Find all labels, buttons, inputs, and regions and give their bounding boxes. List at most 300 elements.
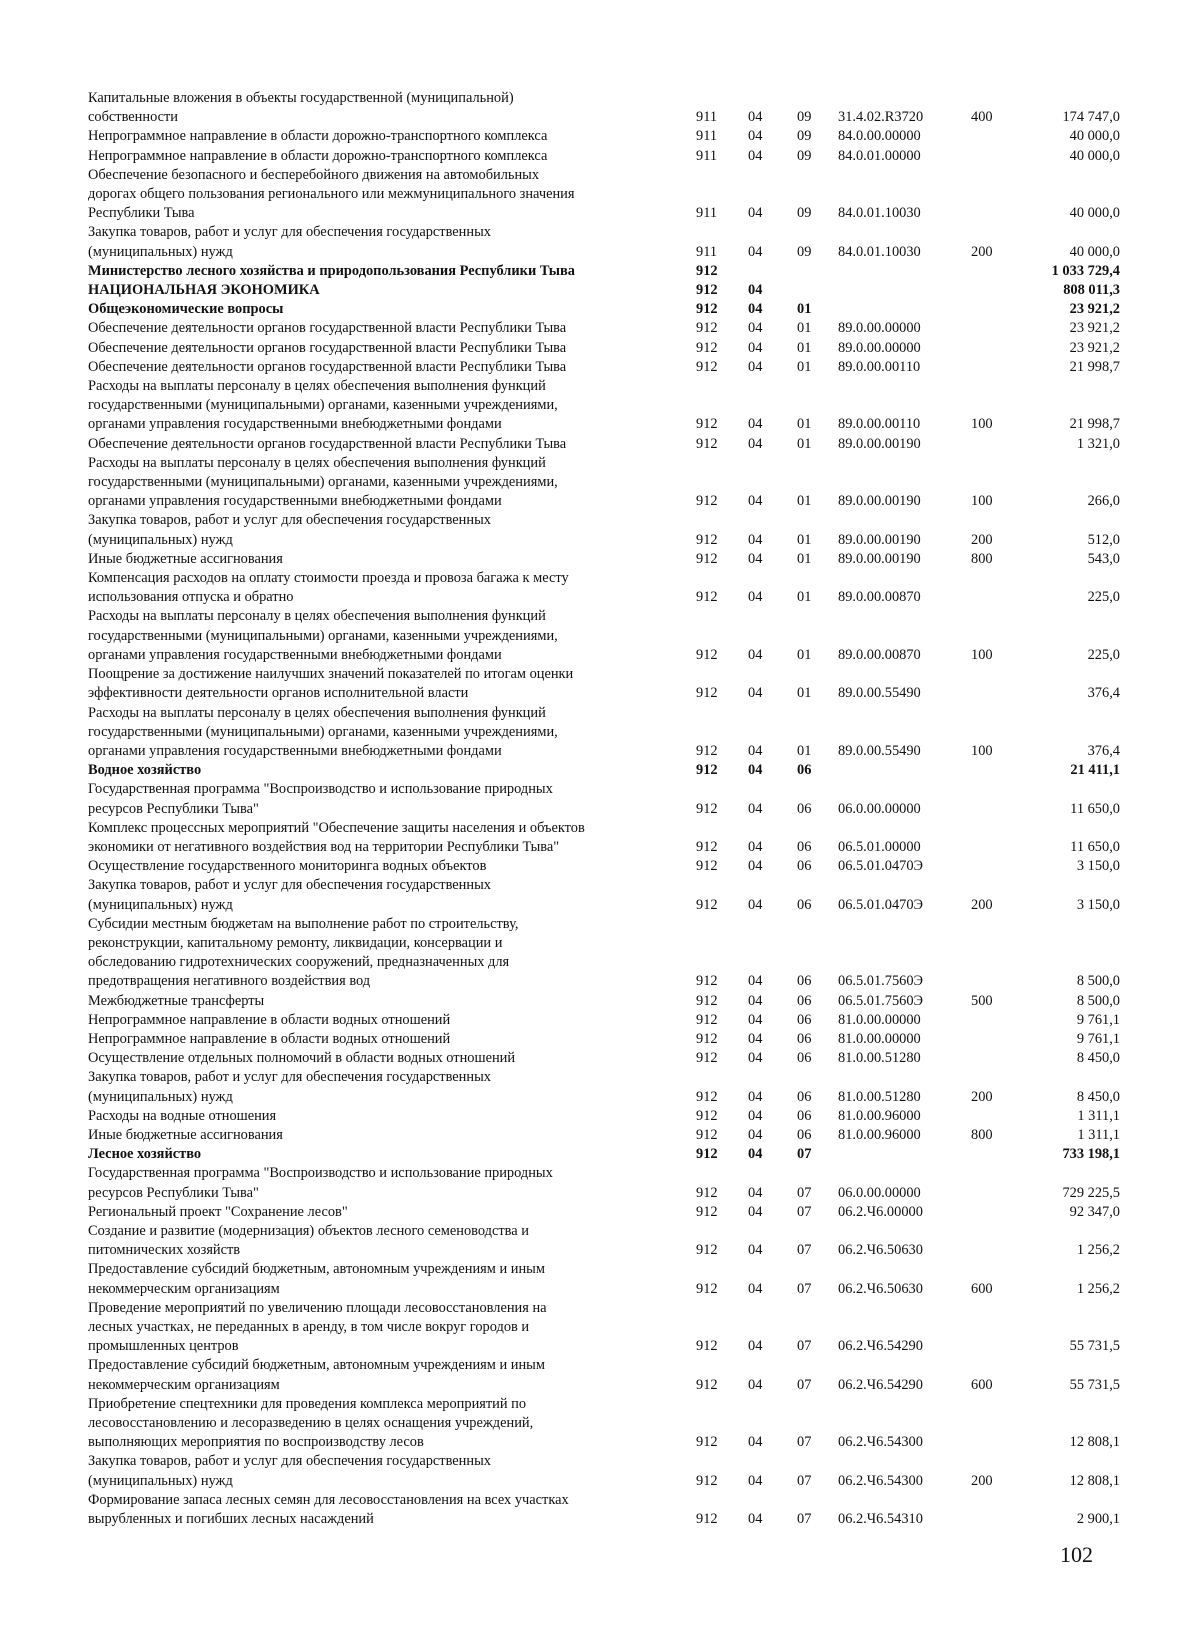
table-row (88, 1107, 1128, 1126)
ministry-code: 912 (696, 339, 718, 356)
amount: 55 731,5 (1069, 1338, 1120, 1355)
subsection-code: 01 (797, 742, 812, 759)
table-row (88, 876, 1128, 914)
section-code: 04 (748, 416, 763, 433)
section-code: 04 (748, 1146, 763, 1163)
amount: 2 900,1 (1076, 1511, 1120, 1528)
table-row (88, 1260, 1128, 1298)
ministry-code: 912 (696, 1338, 718, 1355)
expense-type-code (959, 166, 1014, 224)
section-code: 04 (748, 685, 763, 702)
row-name: Закупка товаров, работ и услуг для обеспечения государственных (муниципальных) нужд (88, 224, 491, 260)
subsection-code: 07 (797, 1434, 812, 1451)
expense-type-code (959, 281, 1014, 300)
expense-type-code (959, 300, 1014, 319)
subsection-code: 01 (797, 358, 812, 375)
row-name: Обеспечение деятельности органов государственной власти Республики Тыва (88, 435, 567, 452)
expense-type-code (959, 1011, 1014, 1030)
ministry-code: 912 (696, 1030, 718, 1047)
table-row (88, 1126, 1128, 1145)
ministry-code: 912 (696, 262, 718, 279)
row-name: Министерство лесного хозяйства и природопользования Республики Тыва (88, 262, 575, 279)
expense-type-code (959, 1203, 1014, 1222)
amount: 808 011,3 (1063, 282, 1120, 299)
subsection-code: 07 (797, 1242, 812, 1259)
table-row (88, 435, 1128, 454)
row-name: Региональный проект "Сохранение лесов" (88, 1203, 348, 1220)
subsection-code: 01 (797, 339, 812, 356)
subsection-code: 06 (797, 838, 812, 855)
row-name: Иные бюджетные ассигнования (88, 1126, 283, 1143)
amount: 8 450,0 (1076, 1050, 1120, 1067)
target-article-code: 89.0.00.00110 (838, 358, 921, 375)
target-article-code (834, 761, 959, 780)
table-row (88, 454, 1128, 512)
target-article-code: 89.0.00.00190 (838, 531, 921, 548)
subsection-code: 01 (797, 493, 812, 510)
subsection-code (789, 281, 834, 300)
amount: 23 921,2 (1069, 320, 1120, 337)
row-name: Государственная программа "Воспроизводство и использование природных ресурсов Республики Тыва" (88, 1165, 553, 1201)
target-article-code (834, 300, 959, 319)
row-name: Расходы на водные отношения (88, 1107, 277, 1124)
ministry-code: 912 (696, 1280, 718, 1297)
amount: 543,0 (1087, 550, 1120, 567)
expense-type-code (959, 780, 1014, 818)
amount: 376,4 (1087, 742, 1120, 759)
table-row (88, 1068, 1128, 1106)
row-name: Проведение мероприятий по увеличению площади лесовосстановления на лесных участках, не переданных в аренду, в том числе вокруг городов и промышленных центров (88, 1299, 547, 1355)
expense-type-code (959, 127, 1014, 146)
section-code: 04 (748, 205, 763, 222)
table-row (88, 819, 1128, 857)
amount: 733 198,1 (1062, 1146, 1120, 1163)
target-article-code: 89.0.00.00190 (838, 435, 921, 452)
expense-type-code: 400 (971, 109, 993, 126)
row-name: Приобретение спецтехники для проведения комплекса мероприятий по лесовосстановлению и лесоразведению в целях оснащения учреждений, выполняющих мероприятия по воспроизводству лесов (88, 1395, 534, 1451)
subsection-code: 07 (797, 1511, 812, 1528)
table-row (88, 992, 1128, 1011)
table-row (88, 1222, 1128, 1260)
amount: 40 000,0 (1069, 147, 1120, 164)
expense-type-code (959, 262, 1014, 281)
target-article-code: 84.0.01.10030 (838, 205, 921, 222)
row-name: Поощрение за достижение наилучших значений показателей по итогам оценки эффективности деятельности органов исполнительной власти (88, 666, 574, 702)
amount: 11 650,0 (1070, 838, 1120, 855)
ministry-code: 912 (696, 282, 718, 299)
expense-type-code (959, 1222, 1014, 1260)
section-code: 04 (748, 762, 763, 779)
subsection-code: 06 (797, 973, 812, 990)
section-code: 04 (748, 1472, 763, 1489)
section-code: 04 (748, 1242, 763, 1259)
subsection-code: 09 (797, 243, 812, 260)
subsection-code: 06 (797, 800, 812, 817)
row-name: Осуществление государственного мониторинга водных объектов (88, 858, 487, 875)
section-code: 04 (748, 1030, 763, 1047)
table-row (88, 761, 1128, 780)
row-name: Закупка товаров, работ и услуг для обеспечения государственных (муниципальных) нужд (88, 1069, 491, 1105)
ministry-code: 912 (696, 493, 718, 510)
expense-type-code (959, 319, 1014, 338)
amount: 225,0 (1087, 646, 1120, 663)
section-code: 04 (748, 282, 763, 299)
subsection-code: 09 (797, 147, 812, 164)
ministry-code: 912 (696, 762, 718, 779)
table-row (88, 300, 1128, 319)
subsection-code: 09 (797, 109, 812, 126)
section-code: 04 (748, 1126, 763, 1143)
expense-type-code (959, 147, 1014, 166)
amount: 1 311,1 (1077, 1107, 1120, 1124)
row-name: Предоставление субсидий бюджетным, автономным учреждениям и иным некоммерческим организациям (88, 1357, 545, 1393)
amount: 21 411,1 (1070, 762, 1120, 779)
subsection-code: 06 (797, 1126, 812, 1143)
ministry-code: 911 (696, 128, 718, 145)
row-name: Непрограммное направление в области дорожно-транспортного комплекса (88, 147, 548, 164)
subsection-code: 09 (797, 128, 812, 145)
table-row (88, 358, 1128, 377)
expense-type-code: 800 (971, 1126, 993, 1143)
amount: 8 500,0 (1076, 973, 1120, 990)
section-code: 04 (748, 1434, 763, 1451)
amount: 40 000,0 (1069, 243, 1120, 260)
ministry-code: 912 (696, 531, 718, 548)
expense-type-code: 100 (971, 646, 993, 663)
row-name: Закупка товаров, работ и услуг для обеспечения государственных (муниципальных) нужд (88, 512, 491, 548)
amount: 23 921,2 (1069, 339, 1120, 356)
table-row (88, 1491, 1128, 1529)
target-article-code: 89.0.00.00110 (838, 416, 921, 433)
amount: 12 808,1 (1069, 1434, 1120, 1451)
target-article-code: 06.0.00.00000 (838, 800, 921, 817)
row-name: Непрограммное направление в области дорожно-транспортного комплекса (88, 128, 548, 145)
ministry-code: 912 (696, 1242, 718, 1259)
row-name: Компенсация расходов на оплату стоимости проезда и провоза багажа к месту использования отпуска и обратно (88, 570, 569, 606)
amount: 729 225,5 (1062, 1184, 1120, 1201)
section-code: 04 (748, 1511, 763, 1528)
row-name: Непрограммное направление в области водных отношений (88, 1030, 451, 1047)
amount: 21 998,7 (1069, 358, 1120, 375)
expense-type-code: 200 (971, 1088, 993, 1105)
target-article-code: 06.5.01.7560Э (838, 973, 924, 990)
expense-type-code (959, 1049, 1014, 1068)
expense-type-code (959, 1145, 1014, 1164)
subsection-code (789, 262, 834, 281)
table-row (88, 550, 1128, 569)
ministry-code: 912 (696, 320, 718, 337)
table-row (88, 262, 1128, 281)
budget-table (88, 89, 1128, 1529)
ministry-code: 912 (696, 550, 718, 567)
section-code (741, 262, 789, 281)
expense-type-code (959, 915, 1014, 992)
expense-type-code: 200 (971, 896, 993, 913)
target-article-code: 89.0.00.00870 (838, 589, 921, 606)
expense-type-code (959, 1299, 1014, 1357)
section-code: 04 (748, 1184, 763, 1201)
section-code: 04 (748, 742, 763, 759)
table-row (88, 704, 1128, 762)
subsection-code: 01 (797, 685, 812, 702)
section-code: 04 (748, 1011, 763, 1028)
expense-type-code: 800 (971, 550, 993, 567)
section-code: 04 (748, 838, 763, 855)
row-name: Предоставление субсидий бюджетным, автономным учреждениям и иным некоммерческим организациям (88, 1261, 545, 1297)
section-code: 04 (748, 435, 763, 452)
ministry-code: 912 (696, 800, 718, 817)
table-row (88, 166, 1128, 224)
budget-table-body (88, 89, 1128, 1529)
ministry-code: 912 (696, 1011, 718, 1028)
subsection-code: 06 (797, 992, 812, 1009)
section-code: 04 (748, 147, 763, 164)
table-row (88, 915, 1128, 992)
target-article-code (834, 262, 959, 281)
table-row (88, 127, 1128, 146)
ministry-code: 912 (696, 838, 718, 855)
target-article-code (834, 281, 959, 300)
target-article-code: 06.2.Ч6.54300 (838, 1472, 923, 1489)
amount: 1 033 729,4 (1051, 262, 1120, 279)
row-name: Непрограммное направление в области водных отношений (88, 1011, 451, 1028)
ministry-code: 912 (696, 1511, 718, 1528)
subsection-code: 06 (797, 1050, 812, 1067)
target-article-code: 84.0.01.00000 (838, 147, 921, 164)
section-code: 04 (748, 1050, 763, 1067)
target-article-code: 81.0.00.96000 (838, 1107, 921, 1124)
expense-type-code (959, 569, 1014, 607)
subsection-code: 01 (797, 416, 812, 433)
subsection-code: 01 (797, 589, 812, 606)
table-row (88, 1203, 1128, 1222)
target-article-code: 89.0.00.55490 (838, 742, 921, 759)
ministry-code: 912 (696, 973, 718, 990)
target-article-code: 81.0.00.96000 (838, 1126, 921, 1143)
section-code: 04 (748, 531, 763, 548)
row-name: Обеспечение деятельности органов государственной власти Республики Тыва (88, 339, 567, 356)
expense-type-code: 200 (971, 531, 993, 548)
ministry-code: 912 (696, 685, 718, 702)
amount: 1 256,2 (1076, 1280, 1120, 1297)
expense-type-code (959, 358, 1014, 377)
subsection-code: 09 (797, 205, 812, 222)
row-name: Закупка товаров, работ и услуг для обеспечения государственных (муниципальных) нужд (88, 1453, 491, 1489)
section-code: 04 (748, 109, 763, 126)
subsection-code: 06 (797, 762, 812, 779)
section-code: 04 (748, 1088, 763, 1105)
section-code: 04 (748, 550, 763, 567)
section-code: 04 (748, 243, 763, 260)
target-article-code: 89.0.00.00000 (838, 339, 921, 356)
target-article-code: 81.0.00.00000 (838, 1030, 921, 1047)
amount: 1 321,0 (1076, 435, 1120, 452)
ministry-code: 912 (696, 1146, 718, 1163)
amount: 1 256,2 (1076, 1242, 1120, 1259)
section-code: 04 (748, 1376, 763, 1393)
amount: 12 808,1 (1069, 1472, 1120, 1489)
subsection-code: 07 (797, 1280, 812, 1297)
target-article-code: 84.0.01.10030 (838, 243, 921, 260)
table-row (88, 857, 1128, 876)
expense-type-code (959, 1030, 1014, 1049)
ministry-code: 912 (696, 358, 718, 375)
expense-type-code: 100 (971, 493, 993, 510)
table-row (88, 319, 1128, 338)
expense-type-code (959, 665, 1014, 703)
row-name: Осуществление отдельных полномочий в области водных отношений (88, 1050, 516, 1067)
section-code: 04 (748, 1280, 763, 1297)
target-article-code: 06.2.Ч6.50630 (838, 1280, 923, 1297)
row-name: Расходы на выплаты персоналу в целях обеспечения выполнения функций государственными (муниципальными) органами, казенными учреждениями, органами управления государственными внебюджетными фондами (88, 704, 558, 759)
subsection-code: 06 (797, 1030, 812, 1047)
expense-type-code (959, 435, 1014, 454)
target-article-code: 81.0.00.00000 (838, 1011, 921, 1028)
target-article-code: 06.5.01.0470Э (838, 858, 924, 875)
expense-type-code (959, 1107, 1014, 1126)
ministry-code: 912 (696, 1376, 718, 1393)
table-row (88, 780, 1128, 818)
subsection-code: 07 (797, 1472, 812, 1489)
row-name: Межбюджетные трансферты (88, 992, 265, 1009)
row-name: Формирование запаса лесных семян для лесовосстановления на всех участках вырубленных и погибших лесных насаждений (88, 1491, 569, 1528)
ministry-code: 912 (696, 1472, 718, 1489)
page-number: 102 (1060, 1542, 1093, 1567)
table-row (88, 511, 1128, 549)
target-article-code: 06.2.Ч6.54300 (838, 1434, 923, 1451)
amount: 225,0 (1087, 589, 1120, 606)
section-code: 04 (748, 339, 763, 356)
amount: 40 000,0 (1069, 205, 1120, 222)
section-code: 04 (748, 1338, 763, 1355)
ministry-code: 912 (696, 416, 718, 433)
section-code: 04 (748, 301, 763, 318)
target-article-code: 06.5.01.7560Э (838, 992, 924, 1009)
section-code: 04 (748, 1203, 763, 1220)
expense-type-code: 200 (971, 1472, 993, 1489)
section-code: 04 (748, 896, 763, 913)
section-code: 04 (748, 973, 763, 990)
expense-type-code: 500 (971, 992, 993, 1009)
row-name: Обеспечение деятельности органов государственной власти Республики Тыва (88, 320, 567, 337)
expense-type-code (959, 819, 1014, 857)
row-name: Государственная программа "Воспроизводство и использование природных ресурсов Республики Тыва" (88, 781, 553, 817)
expense-type-code: 200 (971, 243, 993, 260)
target-article-code: 06.2.Ч6.00000 (838, 1203, 923, 1220)
amount: 376,4 (1087, 685, 1120, 702)
ministry-code: 912 (696, 1434, 718, 1451)
target-article-code: 06.2.Ч6.54290 (838, 1338, 923, 1355)
subsection-code: 07 (797, 1203, 812, 1220)
amount: 3 150,0 (1076, 896, 1120, 913)
section-code: 04 (748, 646, 763, 663)
target-article-code: 06.2.Ч6.54290 (838, 1376, 923, 1393)
row-name: Обеспечение безопасного и бесперебойного движения на автомобильных дорогах общего пользования регионального или межмуниципального значения Республики Тыва (88, 166, 575, 222)
target-article-code: 31.4.02.R3720 (838, 109, 924, 126)
expense-type-code (959, 857, 1014, 876)
ministry-code: 911 (696, 147, 718, 164)
table-row (88, 1011, 1128, 1030)
expense-type-code (959, 339, 1014, 358)
row-name: НАЦИОНАЛЬНАЯ ЭКОНОМИКА (88, 282, 320, 299)
ministry-code: 912 (696, 435, 718, 452)
target-article-code: 81.0.00.51280 (838, 1088, 921, 1105)
subsection-code: 01 (797, 550, 812, 567)
amount: 23 921,2 (1069, 301, 1120, 318)
amount: 92 347,0 (1069, 1203, 1120, 1220)
ministry-code: 912 (696, 1050, 718, 1067)
table-row (88, 339, 1128, 358)
table-row (88, 1356, 1128, 1394)
table-row (88, 569, 1128, 607)
subsection-code: 01 (797, 320, 812, 337)
row-name: Субсидии местным бюджетам на выполнение работ по строительству, реконструкции, капитальному ремонту, ликвидации, консервации и обследованию гидротехнических сооружений, предназначенных для предотвращения негативного воздействия вод (88, 915, 519, 990)
subsection-code: 01 (797, 301, 812, 318)
expense-type-code (959, 761, 1014, 780)
table-row (88, 607, 1128, 665)
row-name: Лесное хозяйство (88, 1146, 202, 1163)
table-row (88, 89, 1128, 127)
row-name: Создание и развитие (модернизация) объектов лесного семеноводства и питомнических хозяйств (88, 1222, 529, 1259)
ministry-code: 912 (696, 1203, 718, 1220)
amount: 21 998,7 (1069, 416, 1120, 433)
amount: 40 000,0 (1069, 128, 1120, 145)
section-code: 04 (748, 320, 763, 337)
target-article-code: 89.0.00.00870 (838, 646, 921, 663)
ministry-code: 911 (696, 243, 718, 260)
section-code: 04 (748, 800, 763, 817)
table-row (88, 147, 1128, 166)
target-article-code: 06.0.00.00000 (838, 1184, 921, 1201)
ministry-code: 912 (696, 1126, 718, 1143)
section-code: 04 (748, 493, 763, 510)
section-code: 04 (748, 358, 763, 375)
target-article-code: 89.0.00.55490 (838, 685, 921, 702)
target-article-code: 06.2.Ч6.54310 (838, 1511, 923, 1528)
row-name: Капитальные вложения в объекты государственной (муниципальной) собственности (88, 90, 514, 126)
ministry-code: 912 (696, 589, 718, 606)
row-name: Расходы на выплаты персоналу в целях обеспечения выполнения функций государственными (муниципальными) органами, казенными учреждениями, органами управления государственными внебюджетными фондами (88, 378, 558, 433)
target-article-code: 81.0.00.51280 (838, 1050, 921, 1067)
target-article-code: 06.5.01.0470Э (838, 896, 924, 913)
amount: 3 150,0 (1076, 858, 1120, 875)
subsection-code: 06 (797, 896, 812, 913)
amount: 9 761,1 (1076, 1030, 1120, 1047)
ministry-code: 912 (696, 1088, 718, 1105)
ministry-code: 912 (696, 858, 718, 875)
table-row (88, 665, 1128, 703)
subsection-code: 07 (797, 1338, 812, 1355)
ministry-code: 912 (696, 301, 718, 318)
subsection-code: 01 (797, 435, 812, 452)
amount: 8 500,0 (1076, 992, 1120, 1009)
section-code: 04 (748, 589, 763, 606)
subsection-code: 07 (797, 1376, 812, 1393)
expense-type-code (959, 1164, 1014, 1202)
table-row (88, 1049, 1128, 1068)
amount: 266,0 (1087, 493, 1120, 510)
expense-type-code: 600 (971, 1376, 993, 1393)
ministry-code: 912 (696, 1107, 718, 1124)
section-code: 04 (748, 858, 763, 875)
table-row (88, 1395, 1128, 1453)
row-name: Закупка товаров, работ и услуг для обеспечения государственных (муниципальных) нужд (88, 877, 491, 913)
amount: 11 650,0 (1070, 800, 1120, 817)
expense-type-code (959, 1491, 1014, 1529)
amount: 1 311,1 (1077, 1126, 1120, 1143)
amount: 55 731,5 (1069, 1376, 1120, 1393)
subsection-code: 06 (797, 1011, 812, 1028)
